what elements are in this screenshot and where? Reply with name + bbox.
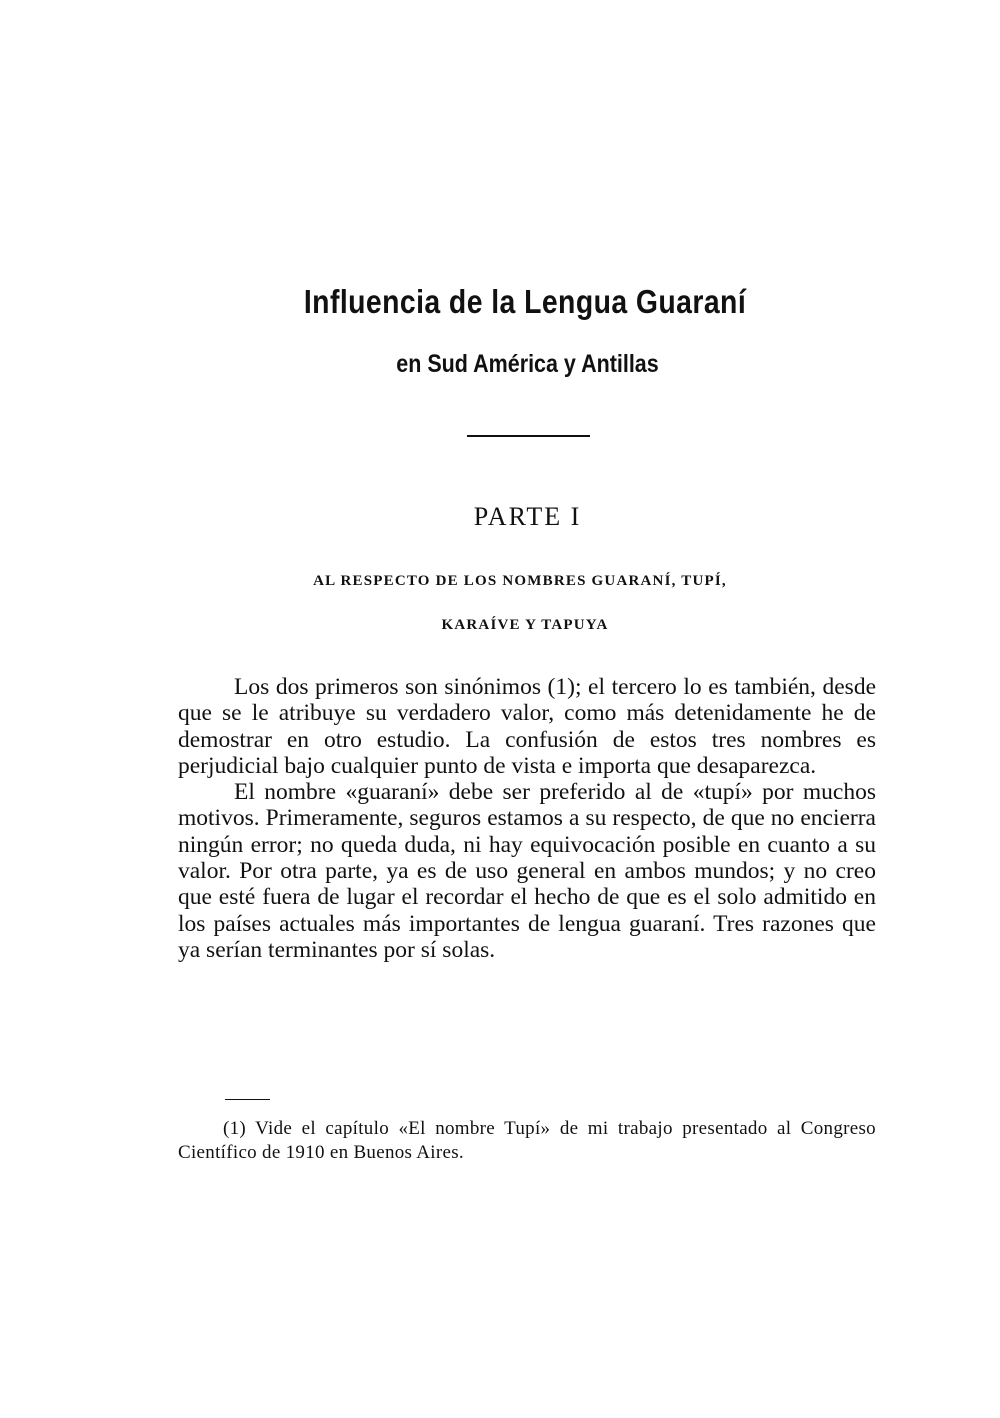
footnote: (1) Vide el capítulo «El nombre Tupí» de mi trabajo presentado al Congreso Científico de 1910 en Buenos Aires. bbox=[178, 1118, 876, 1163]
part-heading: PARTE I bbox=[473, 502, 582, 531]
section-title-line-1: AL RESPECTO DE LOS NOMBRES GUARANÍ, TUPÍ, bbox=[313, 573, 727, 589]
title-divider bbox=[467, 435, 590, 437]
document-subtitle: en Sud América y Antillas bbox=[396, 350, 659, 378]
body-paragraph: Los dos primeros son sinónimos (1); el tercero lo es también, desde que se le atribuye su verdadero valor, como más detenidamente he de demostrar en otro estudio. La confusión de estos tres nombres es perjudicial bajo cualquier punto de vista e importa que desaparezca. bbox=[178, 674, 876, 779]
document-title: Influencia de la Lengua Guaraní bbox=[303, 283, 747, 320]
body-paragraph: El nombre «guaraní» debe ser preferido al de «tupí» por muchos motivos. Primeramente, seguros estamos a su respecto, de que no encierra ningún error; no queda duda, ni hay equivocación posible en cuanto a su valor. Por otra parte, ya es de uso general en ambos mundos; y no creo que esté fuera de lugar el recordar el hecho de que es el solo admitido en los países actuales más importantes de lengua guaraní. Tres razones que ya serían terminantes por sí solas. bbox=[178, 779, 876, 963]
section-title-line-2: KARAÍVE Y TAPUYA bbox=[441, 617, 609, 633]
body-text bbox=[178, 674, 876, 963]
footnote-divider bbox=[225, 1099, 270, 1100]
